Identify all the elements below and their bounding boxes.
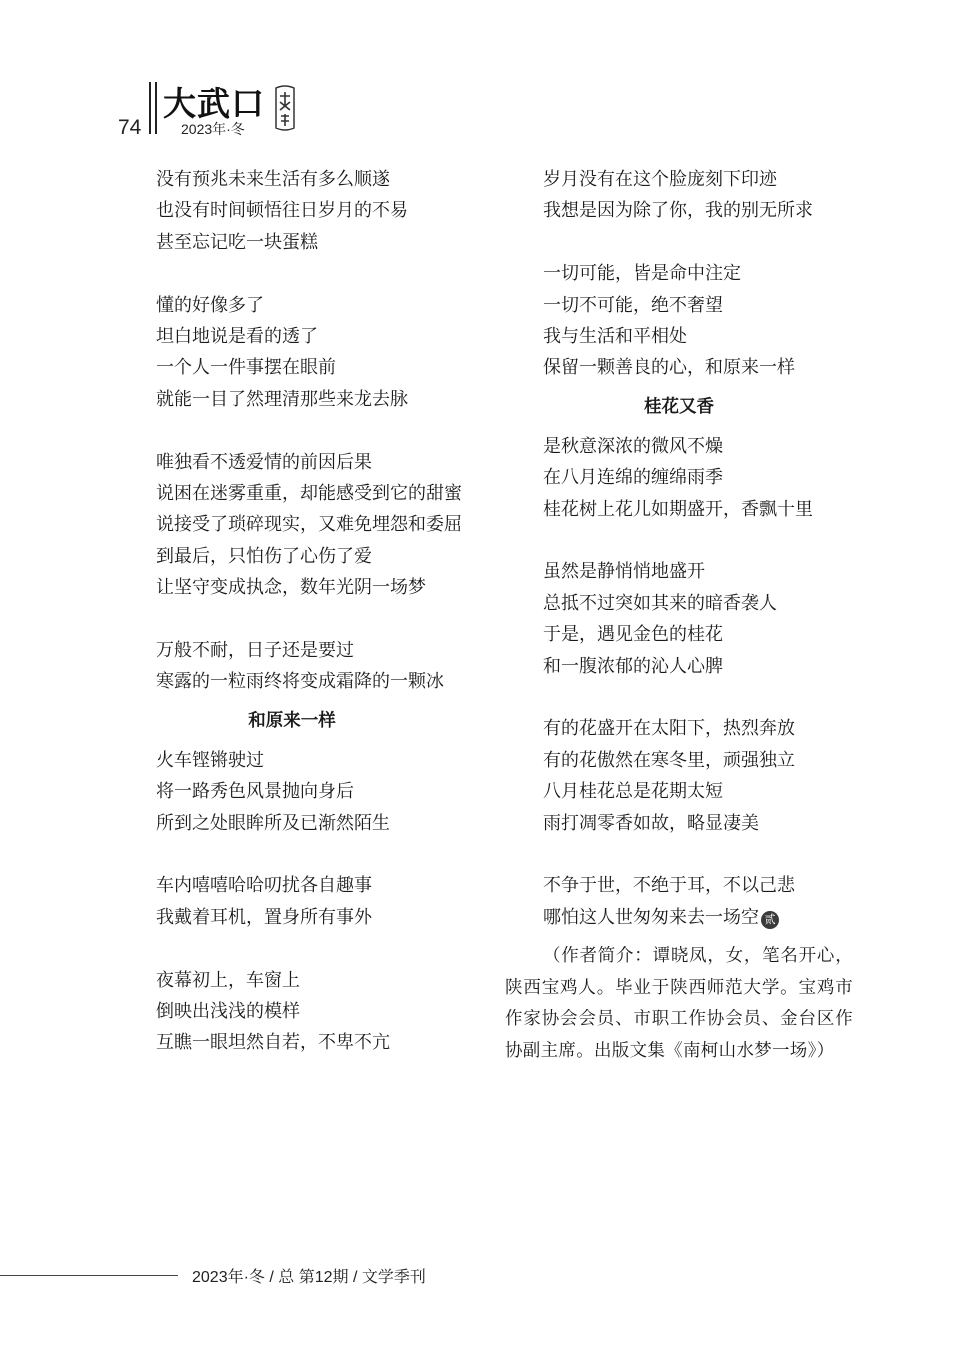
stanza-break	[118, 839, 466, 870]
poem-title: 桂花又香	[644, 396, 714, 417]
stanza-break	[505, 227, 853, 258]
footer-text: 2023年·冬 / 总 第12期 / 文学季刊	[192, 1269, 426, 1286]
poem-line: 八月桂花总是花期太短	[543, 781, 723, 803]
poem-line: 将一路秀色风景抛向身后	[156, 781, 354, 803]
magazine-title: 大武口	[163, 84, 265, 123]
poem-line: 就能一目了然理清那些来龙去脉	[156, 388, 408, 410]
poem-line: 是秋意深浓的微风不燥	[543, 435, 723, 457]
header-divider	[155, 82, 157, 134]
poem-line: 甚至忘记吃一块蛋糕	[156, 231, 318, 253]
poem-line: 寒露的一粒雨终将变成霜降的一颗冰	[156, 671, 444, 693]
poem-line: 互瞧一眼坦然自若，不卑不亢	[156, 1032, 390, 1054]
poem-line: 坦白地说是看的透了	[156, 326, 318, 348]
poem-line: 我想是因为除了你，我的别无所求	[543, 200, 813, 222]
end-mark-icon: 贰	[761, 911, 779, 929]
poem-line: 在八月连绵的缠绵雨季	[543, 467, 723, 489]
stanza-break	[505, 839, 853, 870]
poem-line: 一切可能，皆是命中注定	[543, 263, 741, 285]
poem-line: 不争于世，不绝于耳，不以己悲	[543, 875, 795, 897]
poem-line: 夜幕初上，车窗上	[156, 969, 300, 991]
poem-line: 有的花盛开在太阳下，热烈奔放	[543, 718, 795, 740]
poem-line: 所到之处眼眸所及已渐然陌生	[156, 812, 390, 834]
poem-line: 虽然是静悄悄地盛开	[543, 561, 705, 583]
stanza-break	[118, 415, 466, 446]
page-number: 74	[118, 116, 142, 139]
author-bio: （作者简介：谭晓凤，女，笔名开心，陕西宝鸡人。毕业于陕西师范大学。宝鸡市作家协会会员、市职工作协会员、金台区作协副主席。出版文集《南柯山水梦一场》）	[505, 946, 853, 1061]
poem-line: 和一腹浓郁的沁人心脾	[543, 655, 723, 677]
poem-line: 一个人一件事摆在眼前	[156, 357, 336, 379]
poem-line: 说困在迷雾重重，却能感受到它的甜蜜	[156, 483, 462, 505]
poem-line: 总抵不过突如其来的暗香袭人	[543, 592, 777, 614]
poem-line: 保留一颗善良的心，和原来一样	[543, 357, 795, 379]
poem-line: 桂花树上花儿如期盛开，香飘十里	[543, 498, 813, 520]
poem-line-text: 哪怕这人世匆匆来去一场空	[543, 906, 759, 928]
poem-line: 也没有时间顿悟往日岁月的不易	[156, 200, 408, 222]
poem-line: 说接受了琐碎现实，又难免埋怨和委屈	[156, 514, 462, 536]
header-divider	[149, 82, 151, 134]
poem-line: 万般不耐，日子还是要过	[156, 640, 354, 662]
right-column	[505, 164, 853, 1067]
issue-label: 2023年·冬	[181, 121, 245, 137]
poem-line: 雨打凋零香如故，略显凄美	[543, 812, 759, 834]
poem-line: 到最后，只怕伤了心伤了爱	[156, 545, 372, 567]
poem-line: 火车铿锵驶过	[156, 749, 264, 771]
poem-line: 岁月没有在这个脸庞刻下印迹	[543, 169, 777, 190]
poem-line: 让坚守变成执念，数年光阴一场梦	[156, 577, 426, 599]
poem-line: 唯独看不透爱情的前因后果	[156, 451, 372, 473]
poem-title: 和原来一样	[248, 710, 336, 731]
stanza-break	[118, 258, 466, 289]
seal-logo-icon	[272, 84, 298, 132]
stanza-break	[118, 933, 466, 964]
poem-line: 我与生活和平相处	[543, 326, 687, 348]
stanza-break	[118, 604, 466, 635]
footer-rule	[0, 1275, 178, 1276]
poem-line: 懂的好像多了	[156, 294, 264, 316]
poem-line: 有的花傲然在寒冬里，顽强独立	[543, 749, 795, 771]
poem-line: 倒映出浅浅的模样	[156, 1001, 300, 1023]
stanza-break	[505, 525, 853, 556]
poem-line	[505, 902, 853, 933]
poem-line: 没有预兆未来生活有多么顺遂	[156, 169, 390, 190]
stanza-break	[505, 682, 853, 713]
poem-line: 一切不可能，绝不奢望	[543, 294, 723, 316]
poem-line: 于是，遇见金色的桂花	[543, 624, 723, 646]
poem-line: 车内嘻嘻哈哈叨扰各自趣事	[156, 875, 372, 897]
poem-line: 我戴着耳机，置身所有事外	[156, 906, 372, 928]
left-column	[118, 164, 466, 1059]
